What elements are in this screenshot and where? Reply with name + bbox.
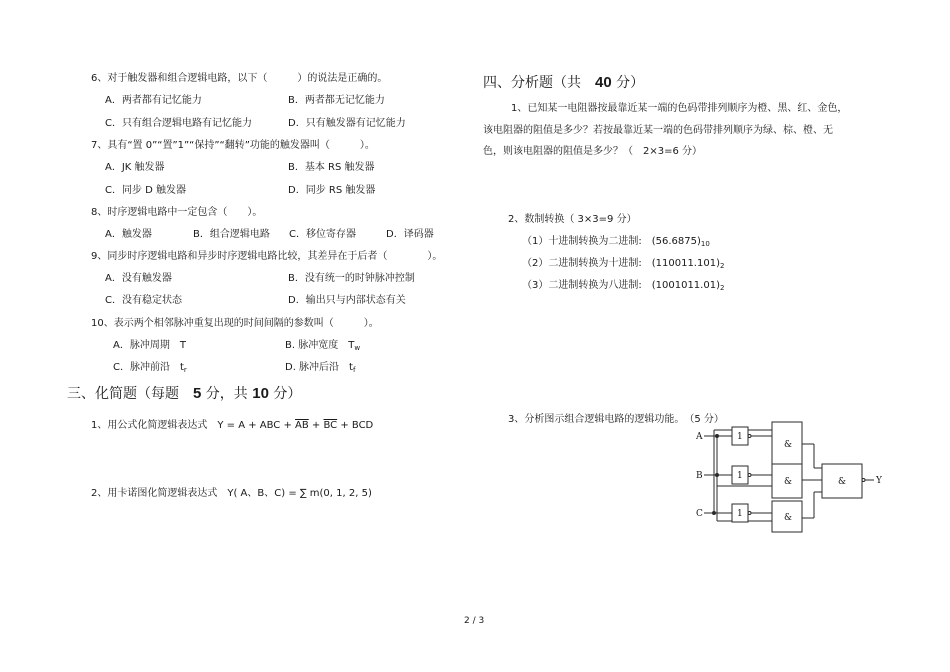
q10-option-b: B. 脉冲宽度 $T_w$	[285, 340, 361, 352]
section-3-heading: 三、化简题（每题 5 分，共 10 分）	[67, 385, 302, 402]
q8-option-a: A．触发器	[105, 229, 152, 240]
and-gate-output-symbol: &	[838, 477, 847, 487]
q7-option-a: A．JK 触发器	[105, 162, 165, 173]
ab-bar-term: $\overline{AB}$	[295, 420, 309, 431]
q8-option-b: B．组合逻辑电路	[193, 229, 270, 240]
q8-option-c: C．移位寄存器	[289, 229, 356, 240]
analysis-q1-line-2: 该电阻器的阻值是多少？若按最靠近某一端的色码带排列顺序为绿、棕、橙、无	[483, 125, 833, 136]
simplify-question-1: 1、用公式化简逻辑表达式 Y = A + ABC + $\overline{AB} + \overline{BC}$ + BCD	[91, 420, 374, 431]
q10-option-c-subscript: r	[183, 366, 187, 374]
not-gate-c-symbol: 1	[737, 509, 743, 519]
conversion-item-3-base: 2	[719, 284, 725, 292]
q6-option-a: A．两者都有记忆能力	[105, 95, 202, 106]
q9-option-a: A．没有触发器	[105, 273, 172, 284]
analysis-q1-line-3: 色，则该电阻器的阻值是多少？（ 2×3=6 分）	[483, 146, 703, 157]
q10-stem: 10、表示两个相邻脉冲重复出现的时间间隔的参数叫（ ）。	[91, 318, 379, 329]
q10-option-b-subscript: w	[354, 344, 361, 352]
section-4-heading: 四、分析题（共 40 分）	[483, 74, 645, 91]
q7-option-b: B．基本 RS 触发器	[288, 162, 375, 173]
analysis-q3-stem: 3、分析图示组合逻辑电路的逻辑功能。 （5 分）	[508, 414, 724, 425]
q9-option-c: C．没有稳定状态	[105, 295, 182, 306]
q6-stem: 6、对于触发器和组合逻辑电路，以下（ ）的说法是正确的。	[91, 73, 388, 84]
q8-option-d: D．译码器	[386, 229, 434, 240]
q6-option-c: C．只有组合逻辑电路有记忆能力	[105, 118, 252, 129]
conversion-item-3: （3）二进制转换为八进制: $(1001011.01)_2$	[522, 280, 725, 292]
analysis-q2-stem: 2、数制转换（ 3×3=9 分）	[508, 214, 637, 225]
q9-option-b: B．没有统一的时钟脉冲控制	[288, 273, 415, 284]
output-y-label: Y	[876, 476, 882, 486]
q10-option-a: A．脉冲周期 T	[113, 340, 186, 351]
input-b-label: B	[696, 471, 703, 481]
q10-option-c: C．脉冲前沿 $t_r$	[113, 362, 187, 374]
q9-option-d: D．输出只与内部状态有关	[288, 295, 406, 306]
and-gate-1-symbol: &	[784, 440, 793, 450]
q9-stem: 9、同步时序逻辑电路和异步时序逻辑电路比较，其差异在于后者（ ）。	[91, 251, 443, 262]
q7-stem: 7、具有“置 0”“置”1”“保持”“翻转”功能的触发器叫（ ）。	[91, 140, 375, 151]
analysis-q1-line-1: 1、已知某一电阻器按最靠近某一端的色码带排列顺序为橙、黑、红、金色，	[511, 103, 848, 114]
input-c-label: C	[696, 509, 703, 519]
not-gate-b-symbol: 1	[737, 471, 743, 481]
q6-option-d: D．只有触发器有记忆能力	[288, 118, 406, 129]
not-gate-a-symbol: 1	[737, 432, 743, 442]
and-gate-2-symbol: &	[784, 477, 793, 487]
and-gate-3-symbol: &	[784, 513, 793, 523]
q6-option-b: B．两者都无记忆能力	[288, 95, 385, 106]
bc-bar-term: $\overline{BC}$	[323, 420, 338, 431]
simplify-question-2: 2、用卡诺图化简逻辑表达式 Y( A、B、C) = ∑ m(0, 1, 2, 5)	[91, 488, 372, 499]
q7-option-c: C．同步 D 触发器	[105, 185, 187, 196]
page-number: 2 / 3	[464, 616, 485, 626]
q8-stem: 8、时序逻辑电路中一定包含（ ）。	[91, 207, 263, 218]
conversion-item-2: （2）二进制转换为十进制: $(110011.101)_2$	[522, 258, 725, 270]
conversion-item-2-base: 2	[719, 262, 725, 270]
q10-option-d-subscript: f	[352, 366, 356, 374]
input-a-label: A	[696, 432, 703, 442]
logic-circuit-diagram	[690, 408, 900, 538]
conversion-item-1-base: 10	[700, 240, 710, 248]
conversion-item-1: （1）十进制转换为二进制: $(56.6875)_{10}$	[522, 236, 710, 248]
q7-option-d: D．同步 RS 触发器	[288, 185, 376, 196]
q10-option-d: D. 脉冲后沿 $t_f$	[285, 362, 356, 374]
